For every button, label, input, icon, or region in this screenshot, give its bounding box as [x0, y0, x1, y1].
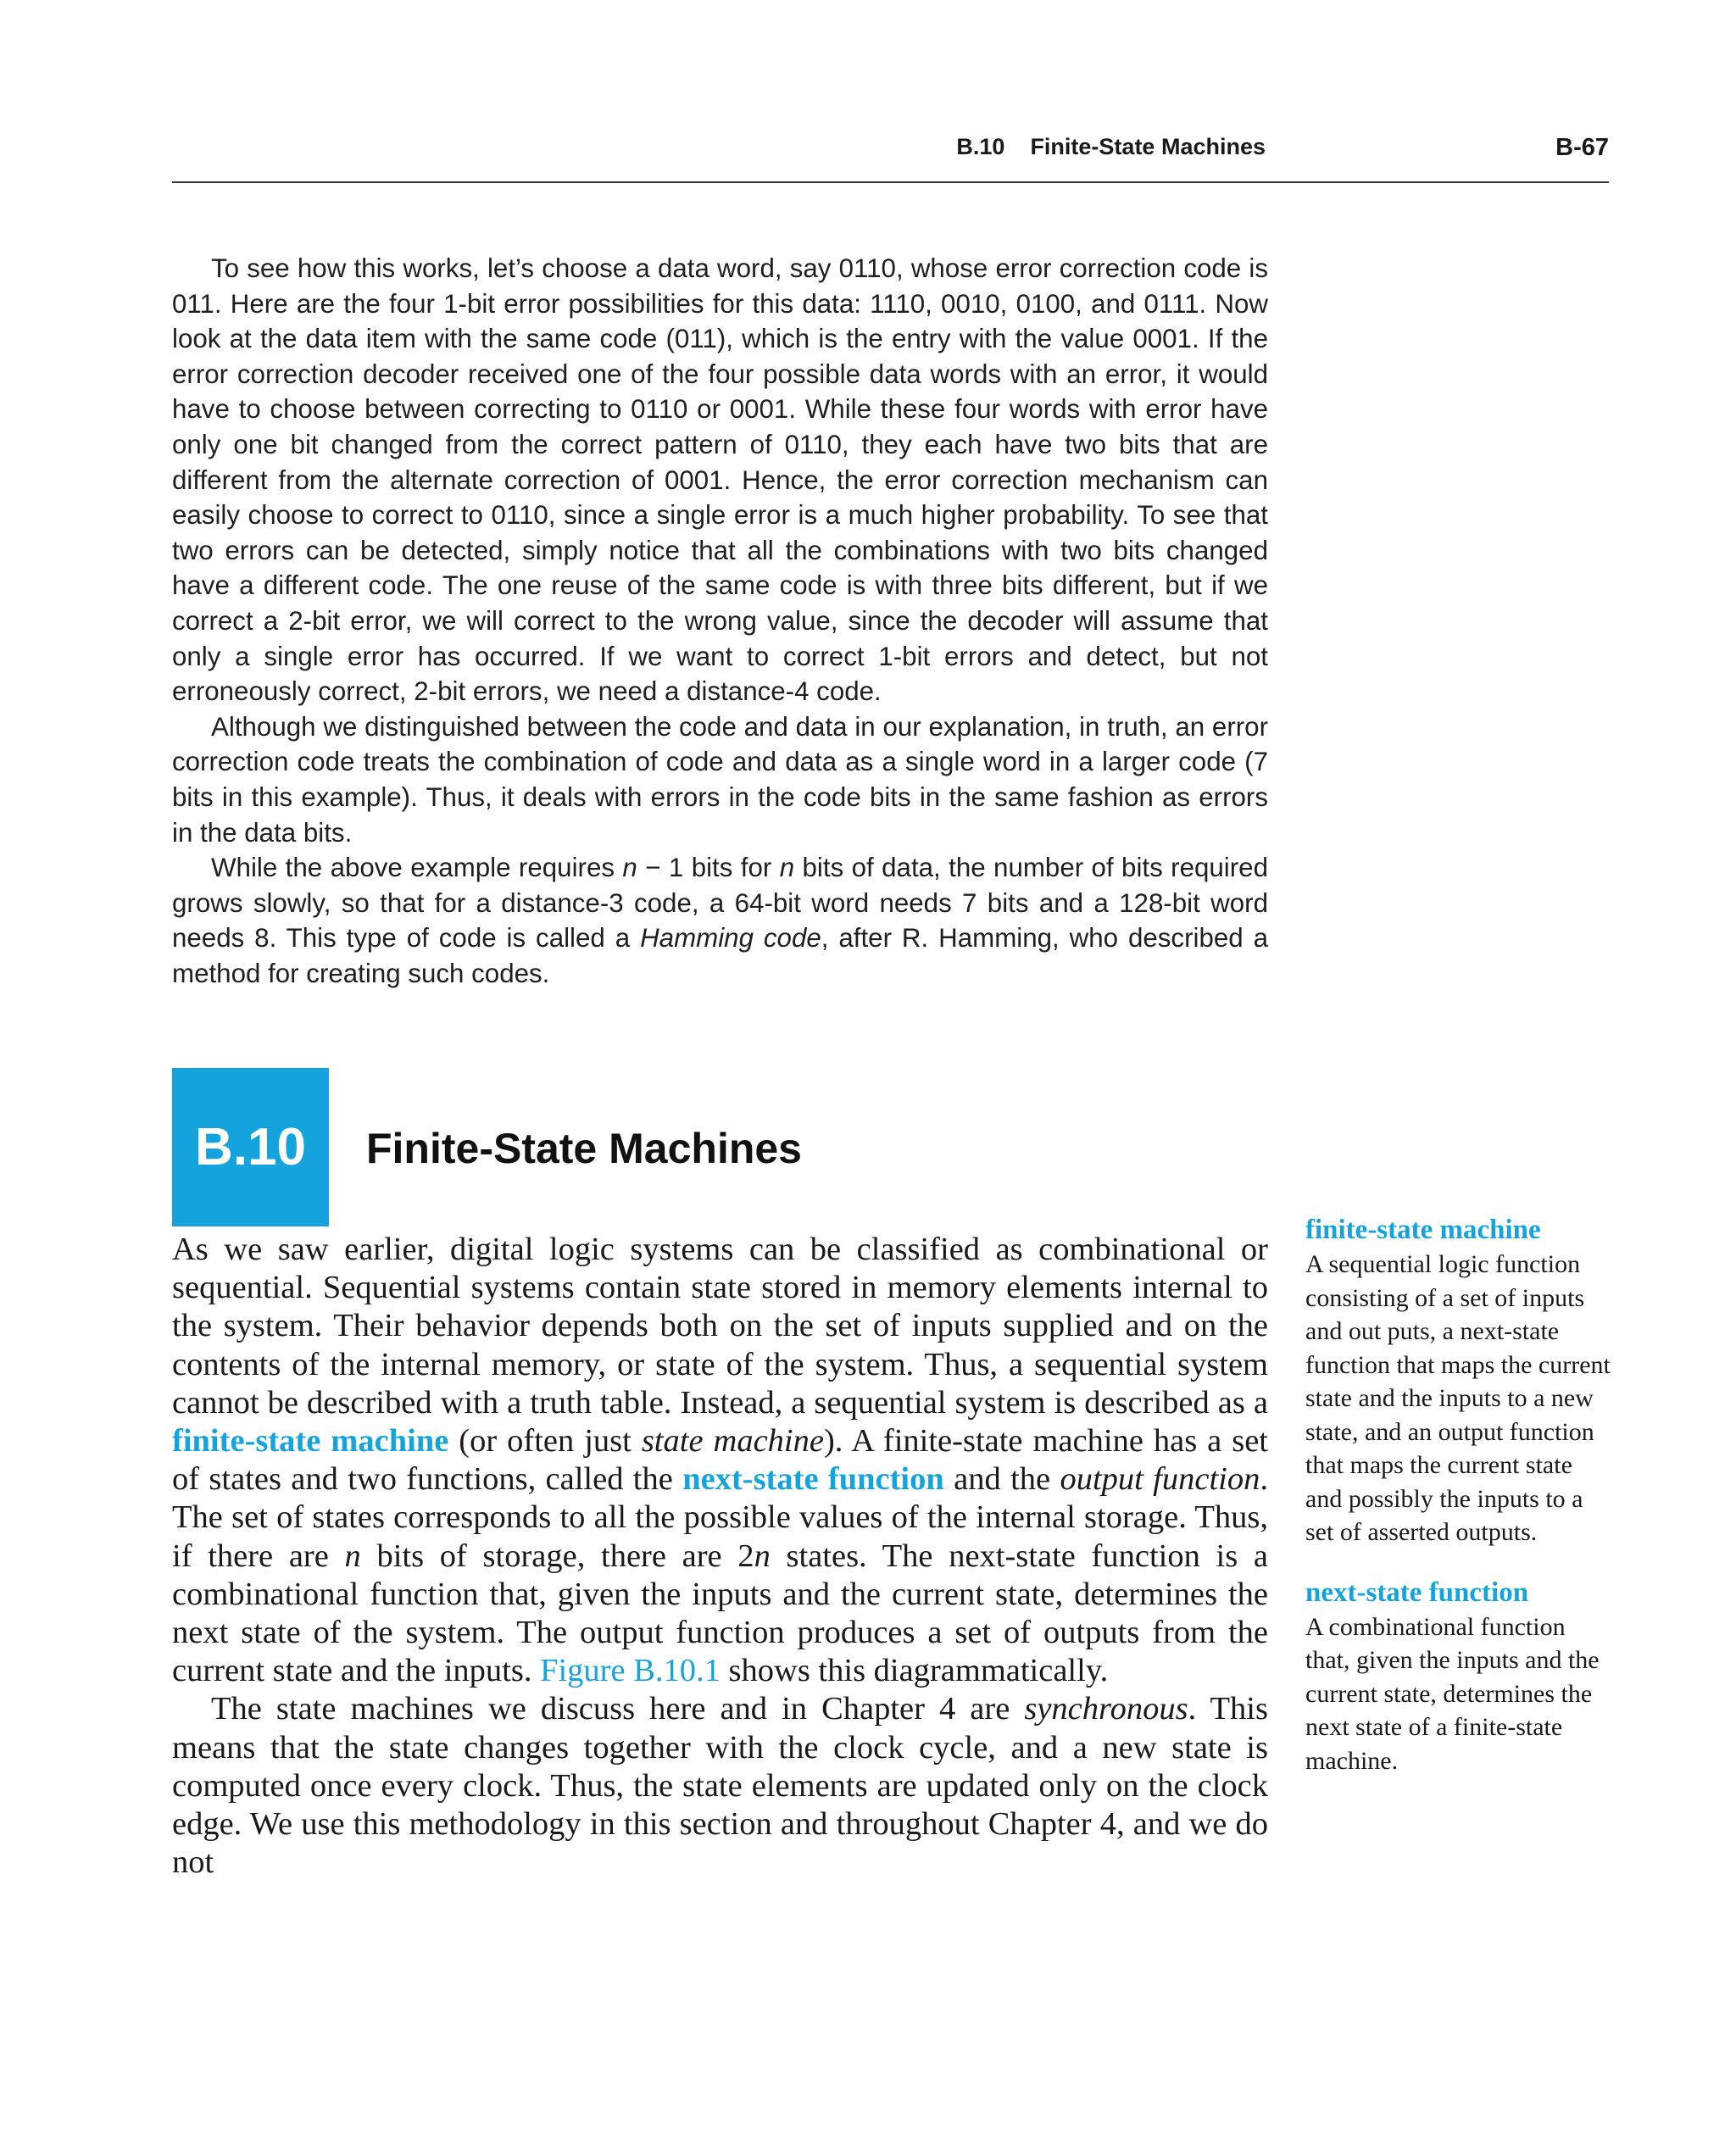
text-run: and the: [943, 1461, 1060, 1498]
margin-glossary: [1305, 1212, 1612, 1803]
text-run: . The set of states corresponds to all the possible values of the internal storage. Thus, if there are: [172, 1461, 1268, 1574]
intro-text-block: [172, 251, 1268, 991]
body-text-block: [172, 1231, 1268, 1882]
key-term-next-state-function: next-state function: [682, 1461, 944, 1498]
math-variable: n: [622, 853, 637, 883]
emphasis-term: synchronous: [1024, 1691, 1188, 1727]
text-run: states. The next-state function is a combinational function that, given the inputs and the current state, determines the next state of the system. The output function produces a set of outputs from the current state and the inputs.: [172, 1538, 1268, 1689]
emphasis-term: state machine: [641, 1423, 824, 1460]
figure-link[interactable]: Figure B.10.1: [540, 1653, 721, 1689]
glossary-definition: A combinational function that, given the inputs and the current state, determines the next state of a finite-state machine.: [1305, 1612, 1600, 1775]
text-run: ). A finite-state machine has a set of states and two functions, called the: [172, 1423, 1268, 1498]
math-variable: n: [344, 1538, 361, 1574]
text-run: . This means that the state changes together with the clock cycle, and a new state is computed once every clock. Thus, the state elements are updated only on the clock edge. We use this methodology in this section and throughout Chapter 4, and we do not: [172, 1691, 1268, 1881]
emphasis-term: output function: [1060, 1461, 1260, 1498]
header-section-title: Finite-State Machines: [1030, 134, 1266, 159]
key-term-finite-state-machine: finite-state machine: [172, 1423, 449, 1460]
text-run: (or often just: [448, 1423, 642, 1460]
text-run: bits of data, the number of bits required grows slowly, so that for a distance-3 code, a 64-bit word needs 7 bits and a 128-bit word needs 8. This type of code is called a: [172, 853, 1268, 954]
header-section-number: B.10: [956, 134, 1005, 159]
text-run: bits of storage, there are 2: [360, 1538, 754, 1574]
text-run: As we saw earlier, digital logic systems can be classified as combinational or sequential. Sequential systems contain state stored in memory elements internal to the system. Their behavior depends both on the set of inputs supplied and on the contents of the internal memory, or state of the system. Thus, a sequential system cannot be described with a truth table. Instead, a sequential system is described as a: [172, 1232, 1268, 1421]
glossary-entry: [1305, 1575, 1612, 1778]
text-run: shows this diagrammatically.: [720, 1653, 1109, 1689]
glossary-term: finite-state machine: [1305, 1215, 1541, 1245]
math-variable: n: [779, 853, 795, 883]
text-run: − 1 bits for: [637, 853, 780, 883]
body-paragraph-1: [172, 1231, 1268, 1690]
running-header: [172, 132, 1609, 183]
glossary-definition: A sequential logic function consisting of a set of inputs and out puts, a next-state function that maps the current state and the inputs to a new state, and an output function that maps the current state and possibly the inputs to a set of asserted outputs.: [1305, 1250, 1611, 1546]
glossary-term: next-state function: [1305, 1577, 1529, 1608]
text-run: The state machines we discuss here and in Chapter 4 are: [211, 1691, 1025, 1727]
page-number: B-67: [1555, 134, 1609, 161]
intro-paragraph-1: To see how this works, let’s choose a data word, say 0110, whose error correction code is 011. Here are the four 1-bit error possibilities for this data: 1110, 0010, 0100, and 0111. Now look at the data item with the same code (011), which is the entry with the value 0001. If the error correction decoder received one of the four possible data words with an error, it would have to choose between correcting to 0110 or 0001. While these four words with error have only one bit changed from the correct pattern of 0110, they each have two bits that are different from the alternate correction of 0001. Hence, the error correction mechanism can easily choose to correct to 0110, since a single error is a much higher probability. To see that two errors can be detected, simply notice that all the combinations with two bits changed have a different code. The one reuse of the same code is with three bits different, but if we correct a 2-bit error, we will correct to the wrong value, since the decoder will assume that only a single error has occurred. If we want to correct 1-bit errors and detect, but not erroneously correct, 2-bit errors, we need a distance-4 code.: [172, 253, 1268, 707]
section-title: Finite-State Machines: [366, 1125, 802, 1172]
emphasis-term: Hamming code: [640, 923, 821, 954]
math-variable: n: [754, 1538, 771, 1574]
section-number-badge: B.10: [172, 1068, 329, 1226]
glossary-entry: [1305, 1212, 1612, 1549]
header-section-ref: [956, 134, 1266, 160]
text-run: While the above example requires: [211, 853, 623, 883]
intro-paragraph-2: Although we distinguished between the code and data in our explanation, in truth, an error correction code treats the combination of code and data as a single word in a larger code (7 bits in this example). Thus, it deals with errors in the code bits in the same fashion as errors in the data bits.: [172, 711, 1268, 848]
body-paragraph-2: [172, 1690, 1268, 1882]
text-run: , after R. Hamming, who described a method for creating such codes.: [172, 923, 1268, 988]
intro-paragraph-3: [172, 850, 1268, 991]
